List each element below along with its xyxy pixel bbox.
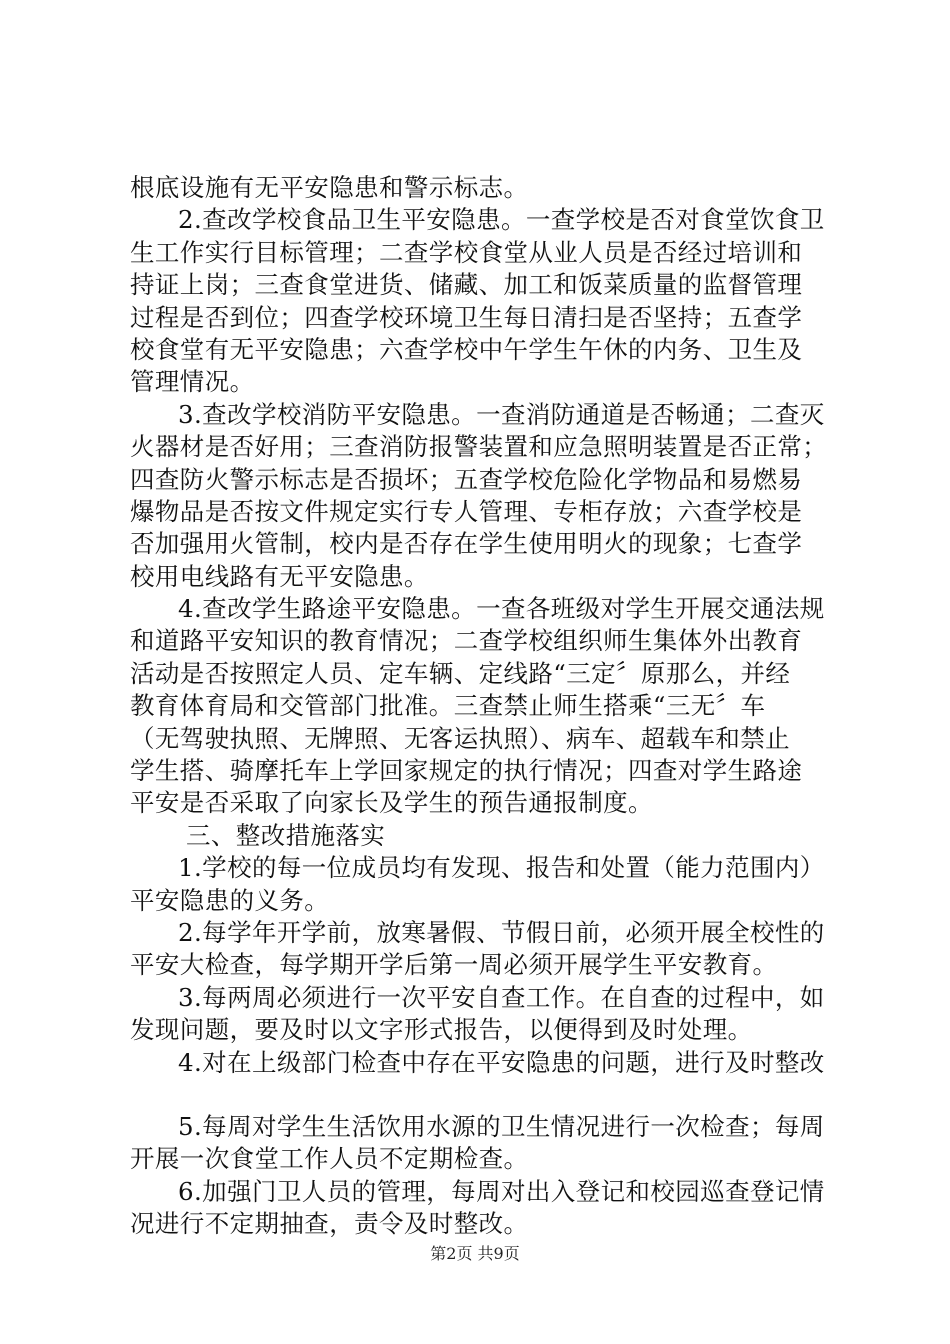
text-line: （无驾驶执照、无牌照、无客运执照）、病车、超载车和禁止 bbox=[130, 723, 791, 753]
text-line: 和道路平安知识的教育情况；二查学校组织师生集体外出教育 bbox=[130, 626, 803, 656]
text-line: 活动是否按照定人员、定车辆、定线路“三定〞原那么，并经 bbox=[130, 658, 791, 688]
text-line: 生工作实行目标管理；二查学校食堂从业人员是否经过培训和 bbox=[130, 237, 803, 267]
text-line: 过程是否到位；四查学校环境卫生每日清扫是否坚持；五查学 bbox=[130, 302, 803, 332]
text-line: 教育体育局和交管部门批准。三查禁止师生搭乘“三无〞车 bbox=[130, 691, 766, 721]
list-item-4: 4.对在上级部门检查中存在平安隐患的问题，进行及时整改 bbox=[178, 1047, 825, 1077]
text-line: 否加强用火管制，校内是否存在学生使用明火的现象；七查学 bbox=[130, 529, 803, 559]
paragraph-route-safety: 4.查改学生路途平安隐患。一查各班级对学生开展交通法规 bbox=[178, 594, 825, 624]
text-line: 况进行不定期抽查，责令及时整改。 bbox=[130, 1209, 529, 1239]
list-item-2: 2.每学年开学前，放寒暑假、节假日前，必须开展全校性的 bbox=[178, 917, 825, 947]
text-line: 发现问题，要及时以文字形式报告，以便得到及时处理。 bbox=[130, 1015, 753, 1045]
text-line: 四查防火警示标志是否损坏；五查学校危险化学物品和易燃易 bbox=[130, 464, 803, 494]
list-item-6: 6.加强门卫人员的管理，每周对出入登记和校园巡查登记情 bbox=[178, 1176, 825, 1206]
text-line: 平安大检查，每学期开学后第一周必须开展学生平安教育。 bbox=[130, 950, 778, 980]
page-number: 第2页 共9页 bbox=[430, 1244, 520, 1263]
text-line: 平安是否采取了向家长及学生的预告通报制度。 bbox=[130, 788, 653, 818]
text-line: 火器材是否好用；三查消防报警装置和应急照明装置是否正常； bbox=[130, 432, 828, 462]
paragraph-food-hygiene: 2.查改学校食品卫生平安隐患。一查学校是否对食堂饮食卫 bbox=[178, 205, 825, 235]
text-line: 校用电线路有无平安隐患。 bbox=[130, 561, 429, 591]
section-heading: 三、整改措施落实 bbox=[186, 820, 386, 850]
text-line: 管理情况。 bbox=[130, 367, 255, 397]
text-line: 爆物品是否按文件规定实行专人管理、专柜存放；六查学校是 bbox=[130, 496, 803, 526]
blank-line bbox=[130, 1079, 835, 1111]
text-line: 学生搭、骑摩托车上学回家规定的执行情况；四查对学生路途 bbox=[130, 756, 803, 786]
list-item-1: 1.学校的每一位成员均有发现、报告和处置（能力范围内） bbox=[178, 853, 825, 883]
text-line: 平安隐患的义务。 bbox=[130, 885, 330, 915]
list-item-5: 5.每周对学生生活饮用水源的卫生情况进行一次检查；每周 bbox=[178, 1111, 825, 1141]
text-line: 开展一次食堂工作人员不定期检查。 bbox=[130, 1144, 529, 1174]
document-body bbox=[130, 172, 835, 1241]
text-line: 根底设施有无平安隐患和警示标志。 bbox=[130, 173, 529, 202]
list-item-3: 3.每两周必须进行一次平安自查工作。在自查的过程中，如 bbox=[178, 982, 825, 1012]
paragraph-fire-safety: 3.查改学校消防平安隐患。一查消防通道是否畅通；二查灭 bbox=[178, 399, 825, 429]
text-line: 校食堂有无平安隐患；六查学校中午学生午休的内务、卫生及 bbox=[130, 334, 803, 364]
text-line: 持证上岗；三查食堂进货、储藏、加工和饭菜质量的监督管理 bbox=[130, 270, 803, 300]
